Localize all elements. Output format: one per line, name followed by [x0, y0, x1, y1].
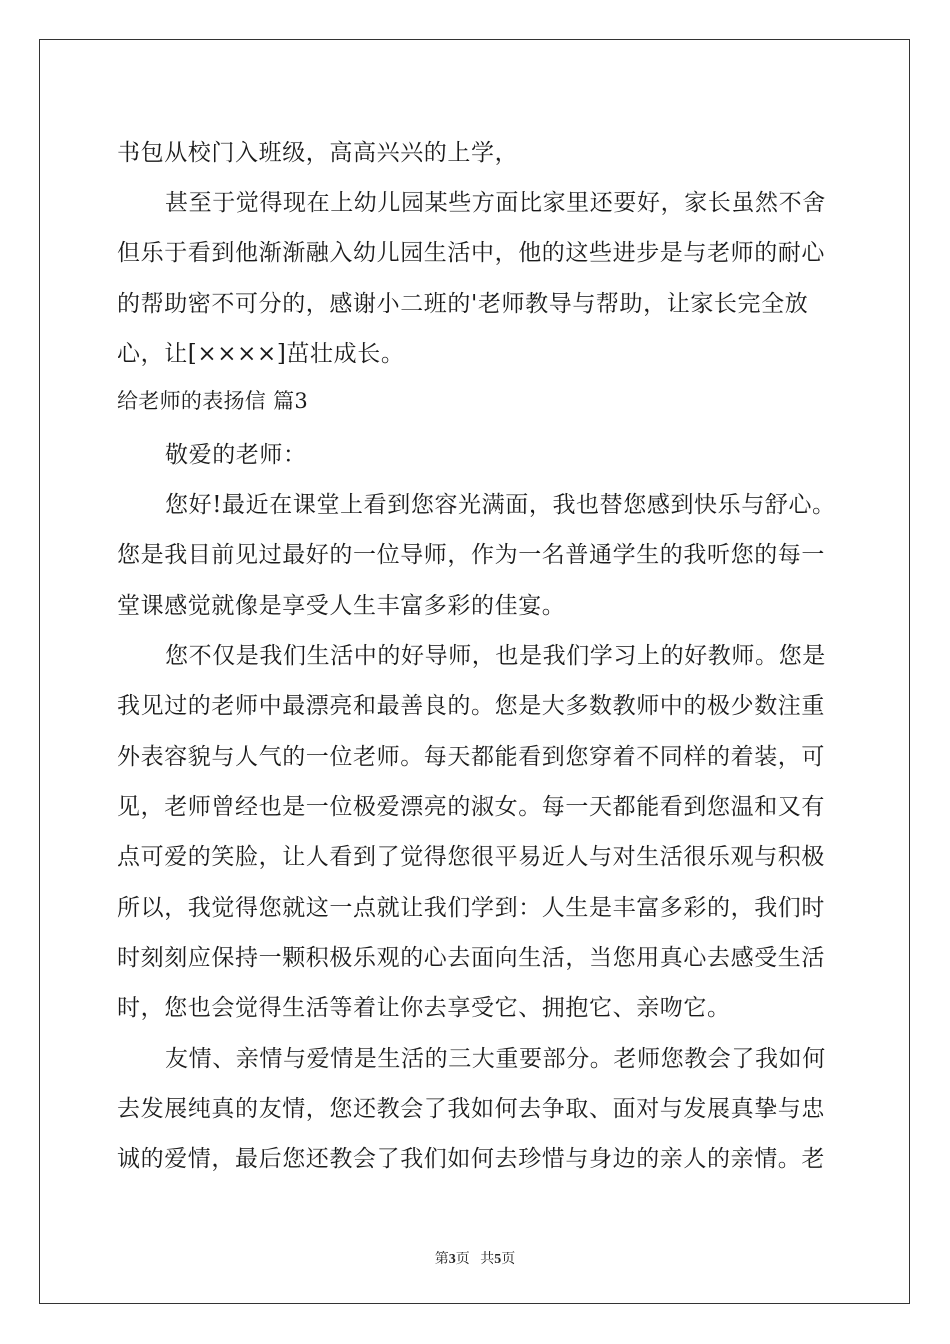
total-pages-number: 5: [494, 1252, 502, 1267]
current-page-number: 3: [448, 1252, 456, 1267]
paragraph-line: 的帮助密不可分的，感谢小二班的'老师教导与帮助，让家长完全放: [117, 291, 809, 317]
footer-total-suffix: 页: [501, 1252, 516, 1267]
paragraph-line: 心，让[××××]茁壮成长。: [117, 341, 405, 367]
paragraph-line: 时，您也会觉得生活等着让你去享受它、拥抱它、亲吻它。: [117, 995, 731, 1021]
paragraph-line: 堂课感觉就像是享受人生丰富多彩的佳宴。: [117, 593, 566, 619]
paragraph-line: 时刻刻应保持一颗积极乐观的心去面向生活，当您用真心去感受生活: [117, 945, 825, 971]
page-footer: [0, 1248, 950, 1268]
paragraph-line: 友情、亲情与爱情是生活的三大重要部分。老师您教会了我如何: [165, 1046, 826, 1072]
footer-total-prefix: 共: [480, 1252, 495, 1267]
salutation: 敬爱的老师：: [165, 442, 307, 468]
paragraph-line: 甚至于觉得现在上幼儿园某些方面比家里还要好，家长虽然不舍: [165, 190, 826, 216]
paragraph-line: 诚的爱情，最后您还教会了我们如何去珍惜与身边的亲人的亲情。老: [117, 1146, 825, 1172]
footer-page-suffix: 页: [455, 1252, 470, 1267]
paragraph-line: 您好!最近在课堂上看到您容光满面，我也替您感到快乐与舒心。: [165, 492, 836, 518]
section-heading: 给老师的表扬信 篇3: [117, 389, 309, 413]
paragraph-line: 去发展纯真的友情，您还教会了我如何去争取、面对与发展真挚与忠: [117, 1096, 825, 1122]
paragraph-line: 点可爱的笑脸，让人看到了觉得您很平易近人与对生活很乐观与积极: [117, 844, 825, 870]
paragraph-line: 我见过的老师中最漂亮和最善良的。您是大多数教师中的极少数注重: [117, 693, 825, 719]
paragraph-line: 所以，我觉得您就这一点就让我们学到：人生是丰富多彩的，我们时: [117, 895, 825, 921]
paragraph-line: 您不仅是我们生活中的好导师，也是我们学习上的好教师。您是: [165, 643, 826, 669]
paragraph-line: 您是我目前见过最好的一位导师，作为一名普通学生的我听您的每一: [117, 542, 825, 568]
paragraph-line: 见，老师曾经也是一位极爱漂亮的淑女。每一天都能看到您温和又有: [117, 794, 825, 820]
footer-prefix: 第: [434, 1252, 449, 1267]
paragraph-line: 书包从校门入班级，高高兴兴的上学，: [117, 140, 519, 166]
paragraph-line: 外表容貌与人气的一位老师。每天都能看到您穿着不同样的着装，可: [117, 744, 825, 770]
paragraph-line: 但乐于看到他渐渐融入幼儿园生活中，他的这些进步是与老师的耐心: [117, 240, 825, 266]
